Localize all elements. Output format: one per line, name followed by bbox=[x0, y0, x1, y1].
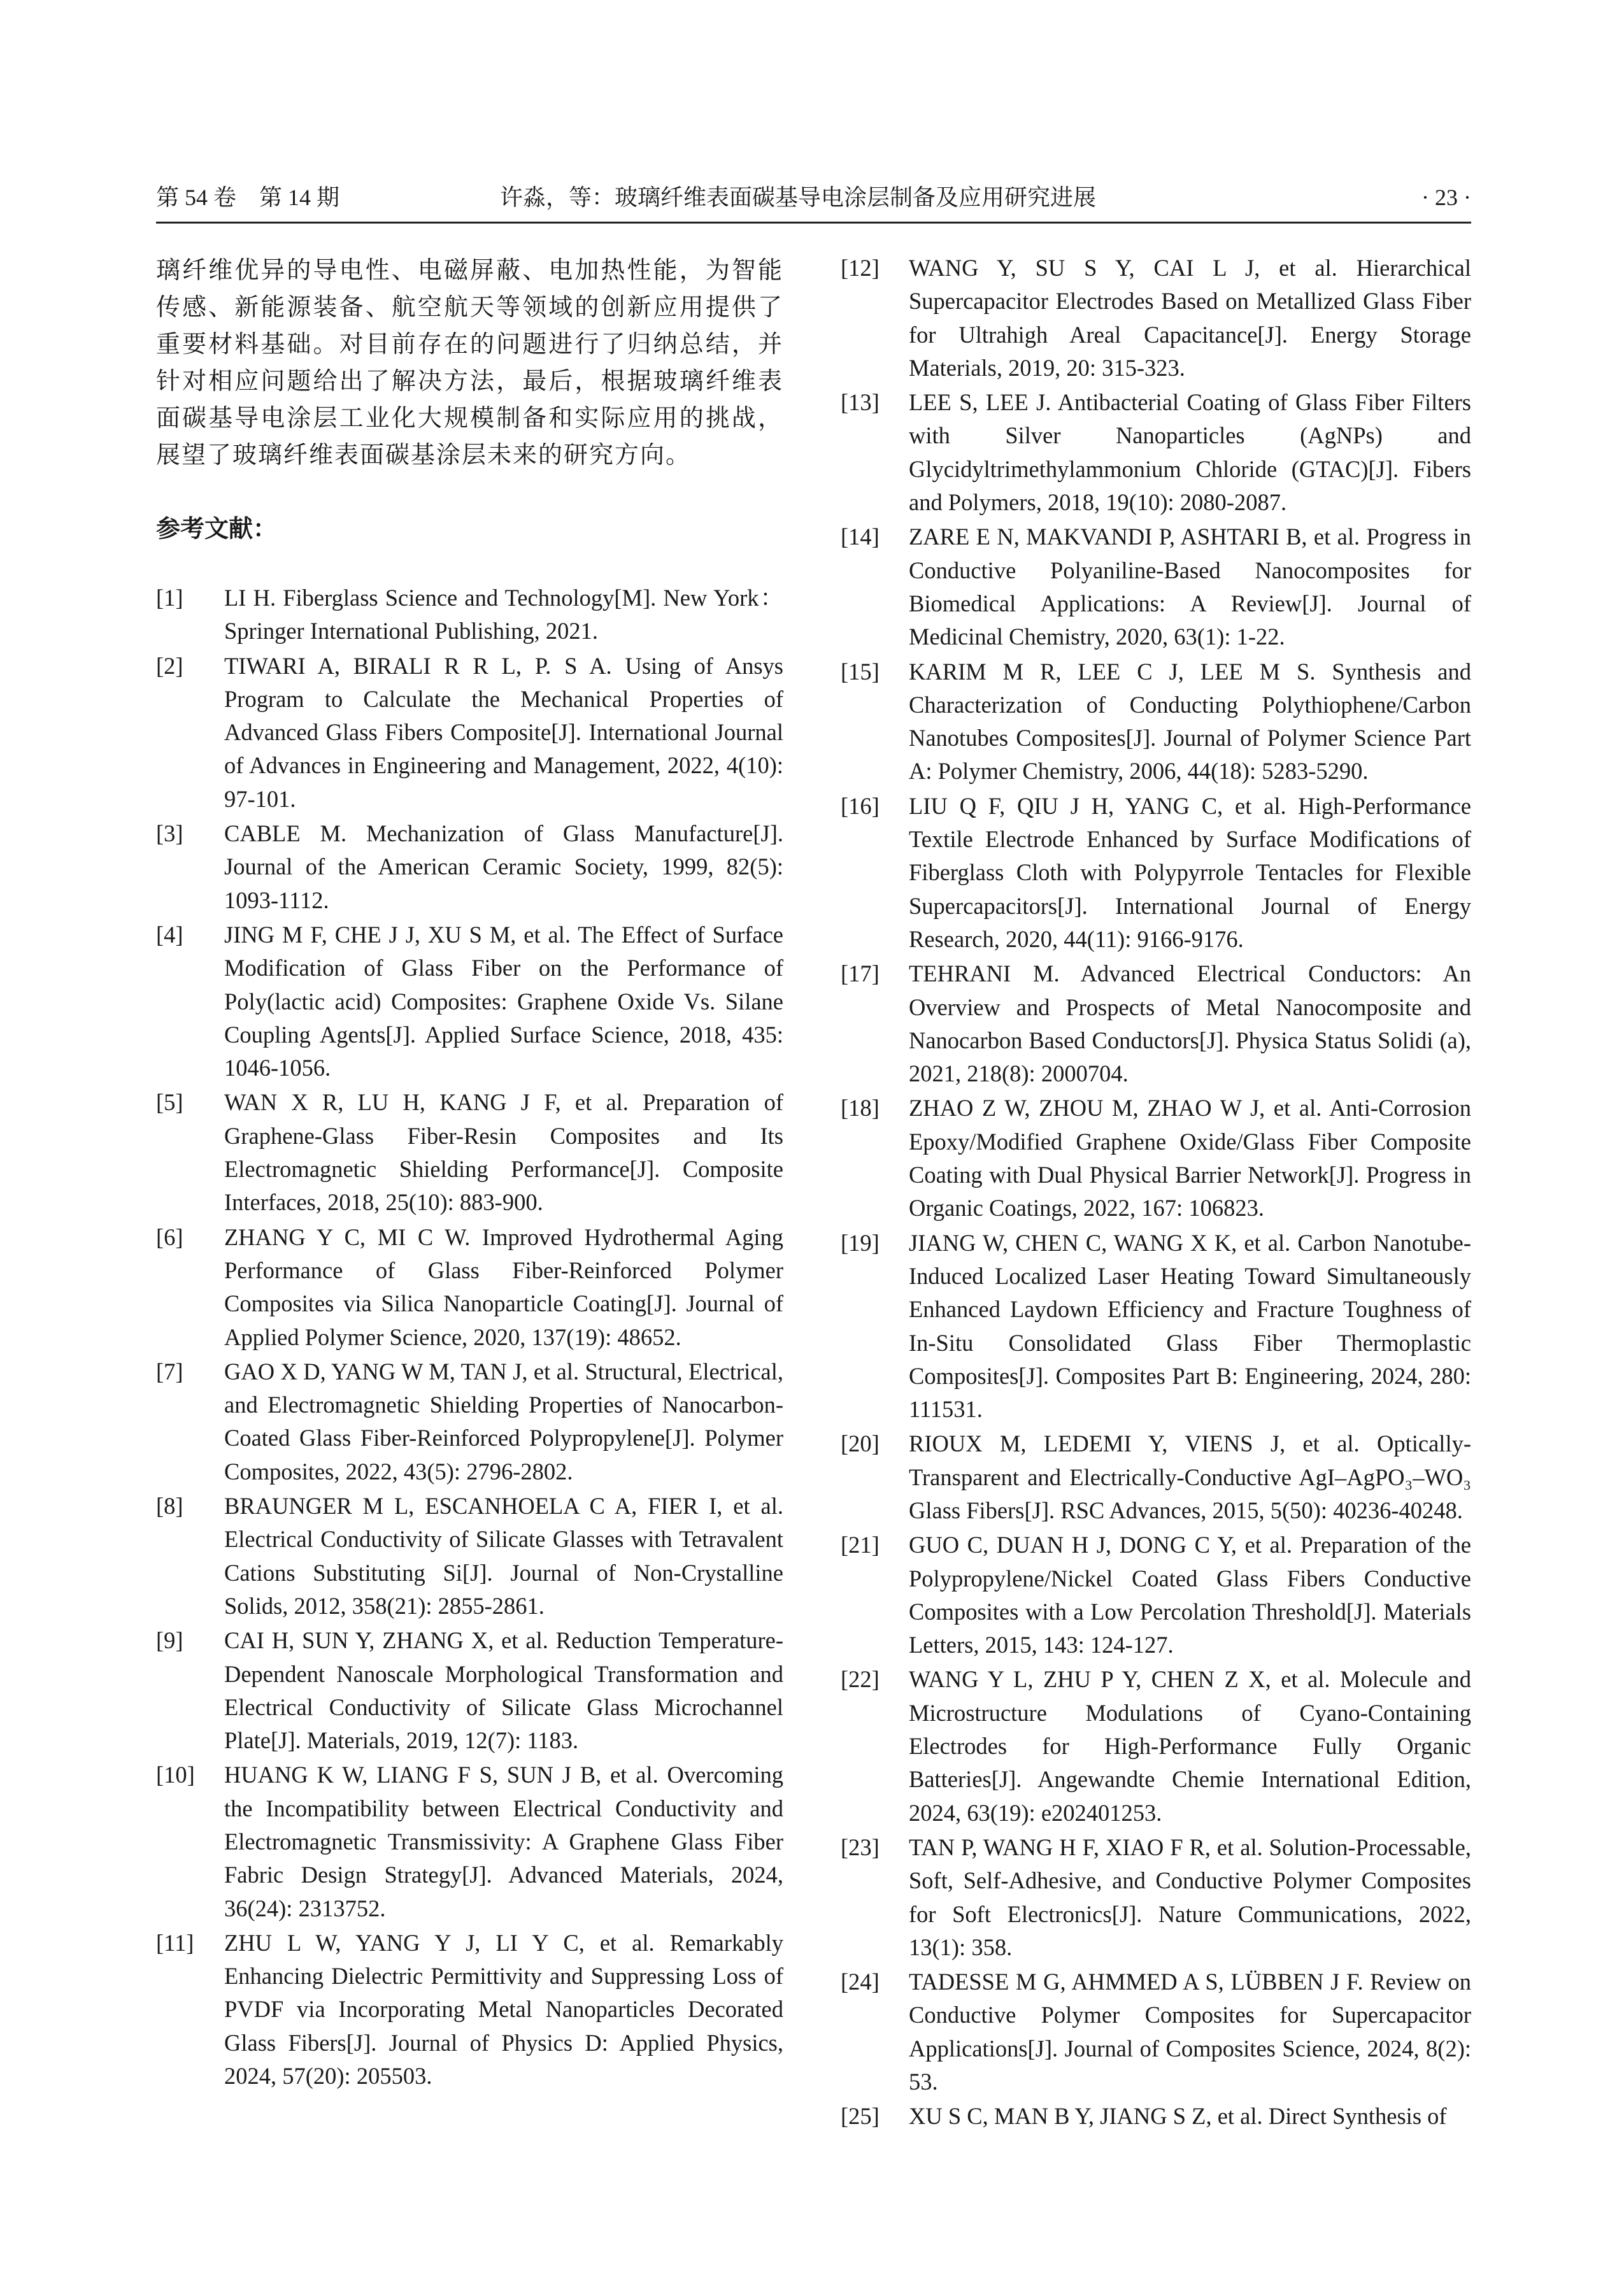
volume-issue: 第 54 卷 第 14 期 bbox=[156, 185, 340, 210]
reference-number: [25] bbox=[841, 2103, 880, 2130]
reference-item bbox=[841, 1663, 1471, 1829]
reference-number: [18] bbox=[841, 1095, 880, 1122]
reference-item bbox=[841, 1427, 1471, 1527]
running-title: 许淼，等：玻璃纤维表面碳基导电涂层制备及应用研究进展 bbox=[500, 185, 1097, 210]
reference-item bbox=[156, 1927, 783, 2093]
reference-item bbox=[156, 581, 783, 648]
reference-text: WAN X R, LU H, KANG J F, et al. Preparation of Graphene-Glass Fiber-Resin Composites and Its Electromagnetic Shielding Performance[J]. Composite Interfaces, 2018, 25(10): 883-900. bbox=[224, 1089, 783, 1216]
reference-number: [14] bbox=[841, 524, 880, 550]
page-number: · 23 · bbox=[1421, 185, 1471, 210]
reference-item bbox=[156, 1355, 783, 1488]
reference-item bbox=[841, 790, 1471, 956]
reference-item bbox=[841, 1831, 1471, 1964]
reference-item bbox=[156, 1490, 783, 1623]
reference-number: [8] bbox=[156, 1493, 183, 1520]
reference-number: [20] bbox=[841, 1430, 880, 1457]
reference-item bbox=[156, 817, 783, 917]
reference-text: BRAUNGER M L, ESCANHOELA C A, FIER I, et al. Electrical Conductivity of Silicate Glasses with Tetravalent Cations Substituting Si[J]. Journal of Non-Crystalline Solids, 2012, 358(21): 2855-2861. bbox=[224, 1493, 783, 1619]
left-column bbox=[156, 252, 783, 2094]
reference-text: LI H. Fiberglass Science and Technology[M]. New York： Springer International Publishing, 2021. bbox=[224, 585, 783, 645]
reference-text: ZHU L W, YANG Y J, LI Y C, et al. Remarkably Enhancing Dielectric Permittivity and Suppressing Loss of PVDF via Incorporating Metal Nanoparticles Decorated Glass Fibers[J]. Journal of Physics D: Applied Physics, 2024, 57(20): 205503. bbox=[224, 1929, 783, 2090]
reference-number: [23] bbox=[841, 1834, 880, 1860]
reference-number: [2] bbox=[156, 652, 183, 679]
reference-list-left bbox=[156, 581, 783, 2093]
reference-text: CABLE M. Mechanization of Glass Manufacture[J]. Journal of the American Ceramic Society, 1999, 82(5): 1093-1112. bbox=[224, 820, 783, 913]
reference-number: [16] bbox=[841, 792, 880, 819]
running-header bbox=[156, 177, 1471, 224]
reference-text: KARIM M R, LEE C J, LEE M S. Synthesis and Characterization of Conducting Polythiophene/Carbon Nanotubes Composites[J]. Journal of Polymer Science Part A: Polymer Chemistry, 2006, 44(18): 5283-5290. bbox=[909, 658, 1471, 785]
reference-item bbox=[156, 918, 783, 1085]
reference-number: [19] bbox=[841, 1229, 880, 1256]
reference-number: [5] bbox=[156, 1089, 183, 1116]
reference-text: TAN P, WANG H F, XIAO F R, et al. Solution-Processable, Soft, Self-Adhesive, and Conductive Polymer Composites for Soft Electronics[J]. Nature Communications, 2022, 13(1): 358. bbox=[909, 1834, 1471, 1960]
reference-number: [13] bbox=[841, 389, 880, 416]
reference-number: [4] bbox=[156, 921, 183, 948]
reference-text: ZHANG Y C, MI C W. Improved Hydrothermal Aging Performance of Glass Fiber-Reinforced Polymer Composites via Silica Nanoparticle Coating[J]. Journal of Applied Polymer Science, 2020, 137(19): 48652. bbox=[224, 1223, 783, 1350]
reference-text: WANG Y L, ZHU P Y, CHEN Z X, et al. Molecule and Microstructure Modulations of Cyano-Containing Electrodes for High-Performance Fully Organic Batteries[J]. Angewandte Chemie International Edition, 2024, 63(19): e202401253. bbox=[909, 1666, 1471, 1826]
reference-number: [9] bbox=[156, 1627, 183, 1654]
reference-item bbox=[841, 1528, 1471, 1662]
references-heading: 参考文献： bbox=[156, 515, 278, 543]
reference-text: CAI H, SUN Y, ZHANG X, et al. Reduction Temperature-Dependent Nanoscale Morphological Transformation and Electrical Conductivity of Silicate Glass Microchannel Plate[J]. Materials, 2019, 12(7): 1183. bbox=[224, 1627, 783, 1754]
reference-number: [22] bbox=[841, 1666, 880, 1693]
reference-item bbox=[841, 1092, 1471, 1225]
intro-paragraph: 璃纤维优异的导电性、电磁屏蔽、电加热性能，为智能传感、新能源装备、航空航天等领域的创新应用提供了重要材料基础。对目前存在的问题进行了归纳总结，并针对相应问题给出了解决方法，最后，根据玻璃纤维表面碳基导电涂层工业化大规模制备和实际应用的挑战，展望了玻璃纤维表面碳基涂层未来的研究方向。 bbox=[156, 256, 783, 469]
reference-list-right bbox=[841, 252, 1471, 2134]
reference-item bbox=[156, 1221, 783, 1354]
reference-text: LIU Q F, QIU J H, YANG C, et al. High-Performance Textile Electrode Enhanced by Surface Modifications of Fiberglass Cloth with Polypyrrole Tentacles for Flexible Supercapacitors[J]. International Journal of Energy Research, 2020, 44(11): 9166-9176. bbox=[909, 792, 1471, 952]
reference-number: [24] bbox=[841, 1969, 880, 1995]
reference-item bbox=[841, 957, 1471, 1090]
reference-item bbox=[841, 386, 1471, 519]
reference-item bbox=[841, 252, 1471, 385]
reference-item bbox=[841, 520, 1471, 653]
reference-number: [7] bbox=[156, 1358, 183, 1385]
reference-number: [17] bbox=[841, 960, 880, 987]
reference-number: [1] bbox=[156, 585, 183, 611]
reference-item bbox=[841, 655, 1471, 788]
reference-item bbox=[156, 1758, 783, 1925]
reference-item bbox=[156, 650, 783, 816]
reference-number: [3] bbox=[156, 820, 183, 847]
reference-text: ZHAO Z W, ZHOU M, ZHAO W J, et al. Anti-Corrosion Epoxy/Modified Graphene Oxide/Glass Fiber Composite Coating with Dual Physical Barrier Network[J]. Progress in Organic Coatings, 2022, 167: 106823. bbox=[909, 1095, 1471, 1222]
reference-item bbox=[841, 2100, 1471, 2133]
reference-text: ZARE E N, MAKVANDI P, ASHTARI B, et al. Progress in Conductive Polyaniline-Based Nanocomposites for Biomedical Applications: A Review[J]. Journal of Medicinal Chemistry, 2020, 63(1): 1-22. bbox=[909, 524, 1471, 650]
reference-number: [10] bbox=[156, 1762, 195, 1788]
reference-number: [6] bbox=[156, 1223, 183, 1250]
reference-text: JING M F, CHE J J, XU S M, et al. The Effect of Surface Modification of Glass Fiber on the Performance of Poly(lactic acid) Composites: Graphene Oxide Vs. Silane Coupling Agents[J]. Applied Surface Science, 2018, 435: 1046-1056. bbox=[224, 921, 783, 1081]
reference-text: HUANG K W, LIANG F S, SUN J B, et al. Overcoming the Incompatibility between Electrical Conductivity and Electromagnetic Transmissivity: A Graphene Glass Fiber Fabric Design Strategy[J]. Advanced Materials, 2024, 36(24): 2313752. bbox=[224, 1762, 783, 1921]
reference-text: GAO X D, YANG W M, TAN J, et al. Structural, Electrical, and Electromagnetic Shielding Properties of Nanocarbon-Coated Glass Fiber-Reinforced Polypropylene[J]. Polymer Composites, 2022, 43(5): 2796-2802. bbox=[224, 1358, 783, 1485]
reference-item bbox=[156, 1624, 783, 1757]
reference-number: [15] bbox=[841, 658, 880, 685]
reference-number: [11] bbox=[156, 1929, 194, 1956]
reference-text: RIOUX M, LEDEMI Y, VIENS J, et al. Optically-Transparent and Electrically-Conductive AgI–AgPO₃–WO₃ Glass Fibers[J]. RSC Advances, 2015, 5(50): 40236-40248. bbox=[909, 1430, 1471, 1523]
reference-text: TADESSE M G, AHMMED A S, LÜBBEN J F. Review on Conductive Polymer Composites for Supercapacitor Applications[J]. Journal of Composites Science, 2024, 8(2): 53. bbox=[909, 1969, 1471, 2095]
reference-item bbox=[156, 1086, 783, 1219]
reference-text: TEHRANI M. Advanced Electrical Conductors: An Overview and Prospects of Metal Nanocomposite and Nanocarbon Based Conductors[J]. Physica Status Solidi (a), 2021, 218(8): 2000704. bbox=[909, 960, 1471, 1087]
reference-text: JIANG W, CHEN C, WANG X K, et al. Carbon Nanotube-Induced Localized Laser Heating Toward Simultaneously Enhanced Laydown Efficiency and Fracture Toughness of In-Situ Consolidated Glass Fiber Thermoplastic Composites[J]. Composites Part B: Engineering, 2024, 280: 111531. bbox=[909, 1229, 1471, 1423]
reference-text: XU S C, MAN B Y, JIANG S Z, et al. Direct Synthesis of bbox=[909, 2103, 1447, 2130]
reference-text: LEE S, LEE J. Antibacterial Coating of Glass Fiber Filters with Silver Nanoparticles (AgNPs) and Glycidyltrimethylammonium Chloride (GTAC)[J]. Fibers and Polymers, 2018, 19(10): 2080-2087. bbox=[909, 389, 1471, 516]
reference-text: GUO C, DUAN H J, DONG C Y, et al. Preparation of the Polypropylene/Nickel Coated Glass Fibers Conductive Composites with a Low Percolation Threshold[J]. Materials Letters, 2015, 143: 124-127. bbox=[909, 1532, 1471, 1658]
reference-item bbox=[841, 1965, 1471, 2098]
reference-text: WANG Y, SU S Y, CAI L J, et al. Hierarchical Supercapacitor Electrodes Based on Metallized Glass Fiber for Ultrahigh Areal Capacitance[J]. Energy Storage Materials, 2019, 20: 315-323. bbox=[909, 255, 1471, 381]
right-column bbox=[841, 252, 1471, 2135]
reference-number: [12] bbox=[841, 255, 880, 281]
reference-text: TIWARI A, BIRALI R R L, P. S A. Using of Ansys Program to Calculate the Mechanical Properties of Advanced Glass Fibers Composite[J]. International Journal of Advances in Engineering and Management, 2022, 4(10): 97-101. bbox=[224, 652, 783, 812]
reference-number: [21] bbox=[841, 1532, 880, 1558]
reference-item bbox=[841, 1227, 1471, 1427]
